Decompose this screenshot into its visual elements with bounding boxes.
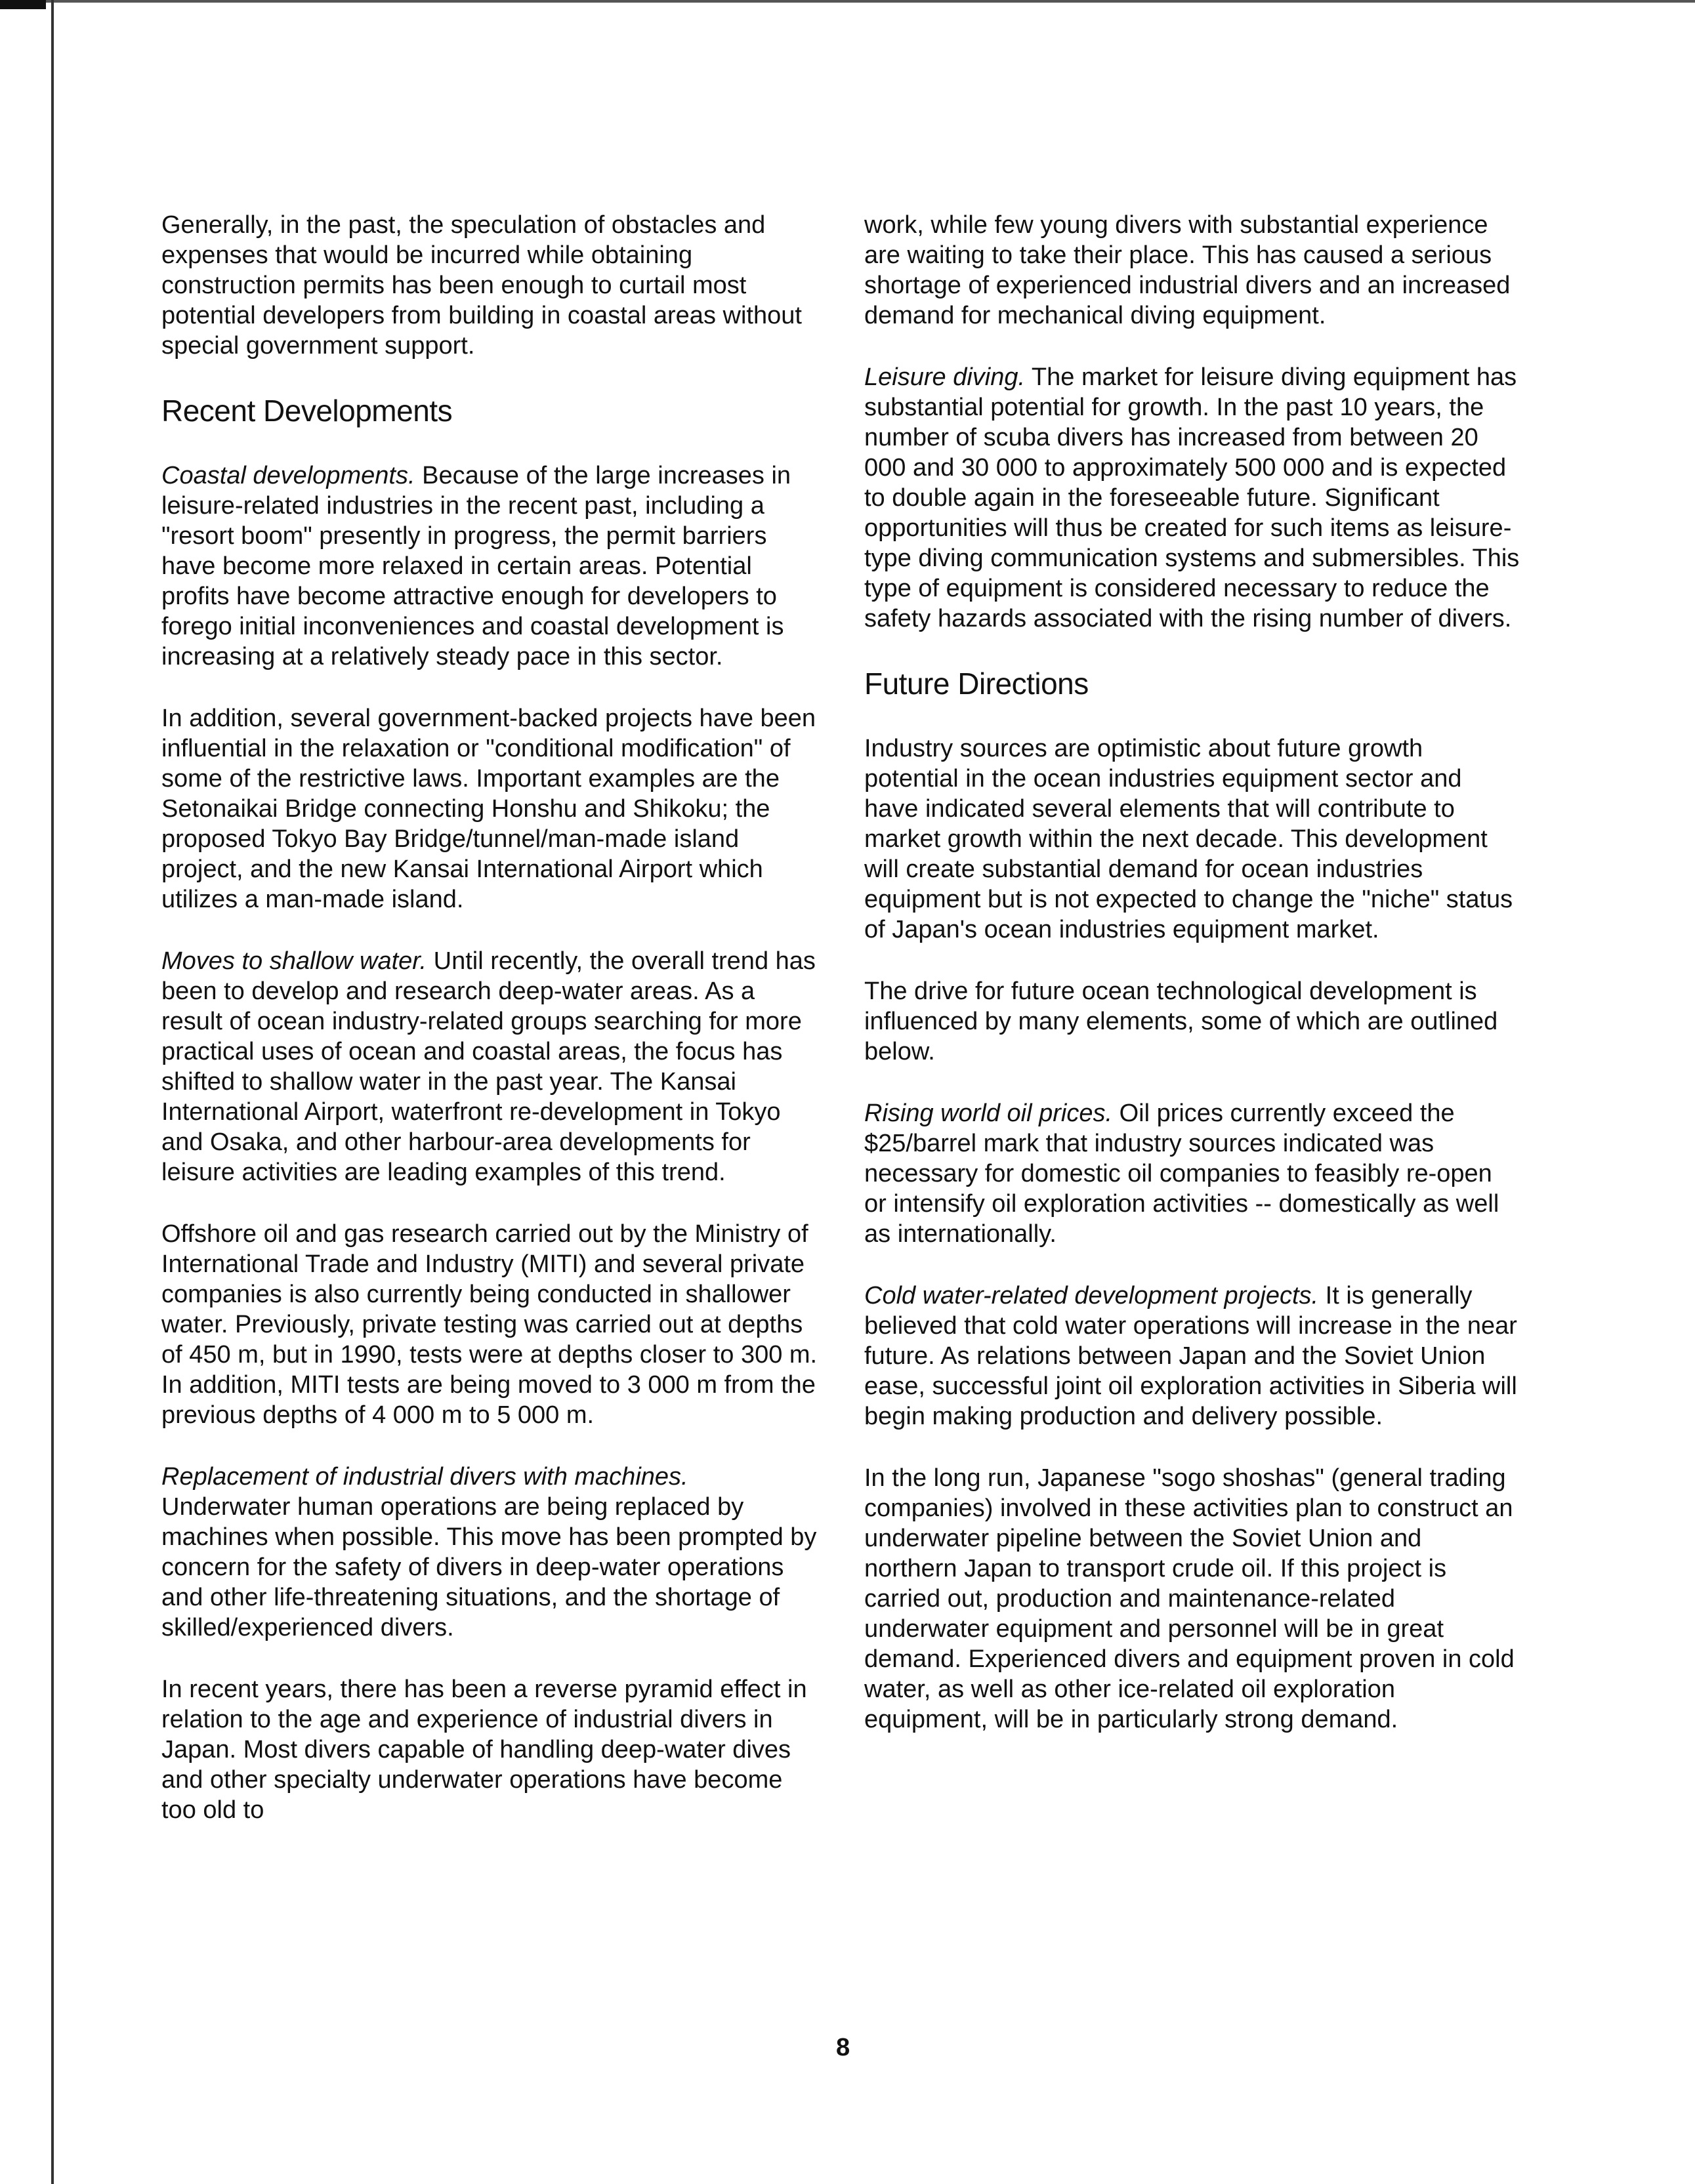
scan-corner-mark [0, 0, 46, 9]
paragraph [864, 362, 1520, 634]
paragraph-lead: Moves to shallow water. [161, 947, 427, 975]
section-heading-recent-developments: Recent Developments [161, 394, 453, 428]
scan-left-border [51, 0, 54, 2184]
paragraph-lead: Rising world oil prices. [864, 1100, 1113, 1127]
paragraph: The drive for future ocean technological development is influenced by many elements, some of which are outlined below. [864, 978, 1498, 1065]
paragraph: In the long run, Japanese "sogo shoshas" (general trading companies) involved in these activities plan to construct an underwater pipeline between the Soviet Union and northern Japan to transport crude oil. If this project is carried out, production and maintenance-related underwater equipment and personnel will be in great demand. Experienced divers and equipment proven in cold water, as well as other ice-related oil exploration equipment, will be in particularly strong demand. [864, 1464, 1515, 1733]
paragraph [864, 1281, 1520, 1432]
paragraph-body: Oil prices currently exceed the $25/barrel mark that industry sources indicated was necessary for domestic oil companies to feasibly re-open or intensify oil exploration activities -- domestically as well as internationally. [864, 1100, 1499, 1248]
paragraph: Offshore oil and gas research carried out by the Ministry of International Trade and Industry (MITI) and several private companies is also currently being conducted in shallower water. Previously, private testing was carried out at depths of 450 m, but in 1990, tests were at depths closer to 300 m. In addition, MITI tests are being moved to 3 000 m from the previous depths of 4 000 m to 5 000 m. [161, 1220, 818, 1429]
paragraph [161, 461, 818, 672]
paragraph-body: It is generally believed that cold water operations will increase in the near future. As relations between Japan and the Soviet Union ease, successful joint oil exploration activities in Siberia will begin making production and delivery possible. [864, 1282, 1517, 1430]
scan-top-border [0, 0, 1695, 3]
right-column [864, 210, 1520, 1766]
paragraph [161, 946, 818, 1187]
paragraph: In recent years, there has been a reverse pyramid effect in relation to the age and experience of industrial divers in Japan. Most divers capable of handling deep-water dives and other specialty underwater operations have become too old to [161, 1676, 807, 1824]
paragraph-body: Until recently, the overall trend has been to develop and research deep-water areas. As a result of ocean industry-related groups searching for more practical uses of ocean and coastal areas, the focus has shifted to shallow water in the past year. The Kansai International Airport, waterfront re-development in Tokyo and Osaka, and other harbour-area developments for leisure activities are leading examples of this trend. [161, 947, 816, 1186]
paragraph-lead: Cold water-related development projects. [864, 1282, 1319, 1309]
paragraph [864, 1098, 1520, 1249]
paragraph-body: The market for leisure diving equipment has substantial potential for growth. In the past 10 years, the number of scuba divers has increased from between 20 000 and 30 000 to approximately 500 000 and is expected to double again in the foreseeable future. Significant opportunities will thus be created for such items as leisure-type diving communication systems and submersibles. This type of equipment is considered necessary to reduce the safety hazards associated with the rising number of divers. [864, 363, 1520, 632]
paragraph-lead: Replacement of industrial divers with machines. [161, 1463, 688, 1491]
section-heading-future-directions: Future Directions [864, 667, 1089, 701]
paragraph: Industry sources are optimistic about future growth potential in the ocean industries equipment sector and have indicated several elements that will contribute to market growth within the next decade. This development will create substantial demand for ocean industries equipment but is not expected to change the "niche" status of Japan's ocean industries equipment market. [864, 735, 1513, 943]
paragraph [161, 1462, 818, 1643]
paragraph: Generally, in the past, the speculation of obstacles and expenses that would be incurred while obtaining construction permits has been enough to curtail most potential developers from building in coastal areas without special government support. [161, 211, 802, 360]
paragraph: In addition, several government-backed projects have been influential in the relaxation or "conditional modification" of some of the restrictive laws. Important examples are the Setonaikai Bridge connecting Honshu and Shikoku; the proposed Tokyo Bay Bridge/tunnel/man-made island project, and the new Kansai International Airport which utilizes a man-made island. [161, 705, 816, 913]
paragraph: work, while few young divers with substantial experience are waiting to take their place. This has caused a serious shortage of experienced industrial divers and an increased demand for mechanical diving equipment. [864, 211, 1511, 329]
paragraph-body: Because of the large increases in leisure-related industries in the recent past, including a "resort boom" presently in progress, the permit barriers have become more relaxed in certain areas. Potential profits have become attractive enough for developers to forego initial inconveniences and coastal development is increasing at a relatively steady pace in this sector. [161, 462, 791, 670]
paragraph-body: Underwater human operations are being replaced by machines when possible. This move has been prompted by concern for the safety of divers in deep-water operations and other life-threatening situations, and the shortage of skilled/experienced divers. [161, 1493, 817, 1641]
paragraph-lead: Leisure diving. [864, 363, 1026, 391]
paragraph-lead: Coastal developments. [161, 462, 415, 489]
page-number: 8 [836, 2034, 850, 2061]
left-column [161, 210, 818, 1857]
